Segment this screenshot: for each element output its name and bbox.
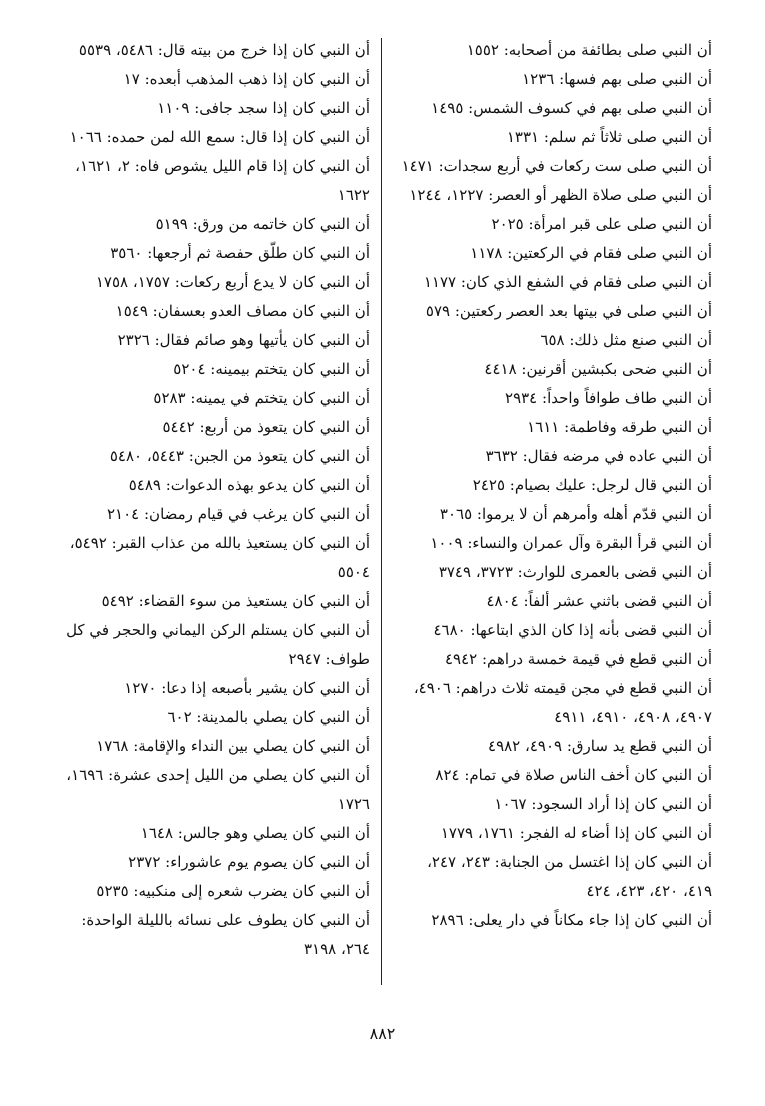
index-entry-text: أن النبي كان يدعو بهذه الدعوات: ٥٤٨٩ bbox=[128, 476, 370, 494]
index-entry-text: أن النبي ضحى بكبشين أقرنين: ٤٤١٨ bbox=[484, 360, 712, 378]
index-entry bbox=[52, 442, 370, 471]
index-entry bbox=[52, 239, 370, 268]
index-entry-text: أن النبي كان يصلي بالمدينة: ٦٠٢ bbox=[167, 708, 370, 726]
index-entry bbox=[394, 326, 712, 355]
index-entry-text: أن النبي كان خاتمه من ورق: ٥١٩٩ bbox=[155, 215, 370, 233]
index-entry-text: أن النبي قدّم أهله وأمرهم أن لا يرموا: ٣٠٦٥ bbox=[439, 505, 712, 523]
index-entry-text: أن النبي كان يستلم الركن اليماني والحجر في كل طواف: ٢٩٤٧ bbox=[66, 621, 370, 668]
index-entry bbox=[52, 703, 370, 732]
index-entry bbox=[52, 819, 370, 848]
index-entry-text: أن النبي كان إذا قال: سمع الله لمن حمده: ١٠٦٦ bbox=[69, 128, 370, 146]
index-entry bbox=[52, 616, 370, 674]
index-entry bbox=[52, 384, 370, 413]
index-entry-text: أن النبي كان يصلي من الليل إحدى عشرة: ١٦٩٦، ١٧٢٦ bbox=[66, 766, 370, 813]
index-entry bbox=[394, 790, 712, 819]
index-entry-text: أن النبي كان يصوم يوم عاشوراء: ٢٣٧٢ bbox=[128, 853, 370, 871]
index-entry bbox=[394, 616, 712, 645]
index-entry-text: أن النبي قطع يد سارق: ٤٩٠٩، ٤٩٨٢ bbox=[488, 737, 712, 755]
index-entry bbox=[394, 848, 712, 906]
index-entry bbox=[394, 384, 712, 413]
index-entry bbox=[394, 36, 712, 65]
index-entry-text: أن النبي عاده في مرضه فقال: ٣٦٣٢ bbox=[485, 447, 712, 465]
index-entry-text: أن النبي كان إذا ذهب المذهب أبعده: ١٧ bbox=[123, 70, 370, 88]
index-entry bbox=[52, 94, 370, 123]
index-entry-text: أن النبي كان إذا خرج من بيته قال: ٥٤٨٦، ٥٥٣٩ bbox=[78, 41, 370, 59]
index-entry bbox=[52, 761, 370, 819]
index-entry bbox=[394, 761, 712, 790]
index-entry bbox=[394, 732, 712, 761]
index-entry bbox=[394, 674, 712, 732]
index-entry-text: أن النبي صلى في بيتها بعد العصر ركعتين: ٥٧٩ bbox=[425, 302, 712, 320]
index-entry bbox=[52, 587, 370, 616]
index-entry bbox=[394, 355, 712, 384]
index-entry bbox=[394, 181, 712, 210]
index-entry bbox=[394, 906, 712, 935]
index-entry bbox=[394, 297, 712, 326]
index-entry-text: أن النبي كان يتعوذ من الجبن: ٥٤٤٣، ٥٤٨٠ bbox=[109, 447, 370, 465]
index-entry-text: أن النبي كان يتختم في يمينه: ٥٢٨٣ bbox=[153, 389, 370, 407]
index-entry-text: أن النبي طرقه وفاطمة: ١٦١١ bbox=[527, 418, 712, 436]
index-entry-text: أن النبي كان إذا قام الليل يشوص فاه: ٢، ١٦٢١، ١٦٢٢ bbox=[75, 157, 370, 204]
index-entry-text: أن النبي صلى بهم في كسوف الشمس: ١٤٩٥ bbox=[431, 99, 712, 117]
index-entry bbox=[394, 442, 712, 471]
index-entry bbox=[394, 587, 712, 616]
index-entry-text: أن النبي كان يصلي بين النداء والإقامة: ١٧٦٨ bbox=[96, 737, 370, 755]
index-entry-text: أن النبي صلى فقام في الركعتين: ١١٧٨ bbox=[470, 244, 712, 262]
index-entry-text: أن النبي كان إذا جاء مكاناً في دار يعلى: ٢٨٩٦ bbox=[431, 911, 712, 929]
index-entry bbox=[52, 413, 370, 442]
index-column-right bbox=[394, 36, 712, 935]
index-entry bbox=[394, 239, 712, 268]
index-entry-text: أن النبي صنع مثل ذلك: ٦٥٨ bbox=[540, 331, 712, 349]
page-number: ٨٨٢ bbox=[369, 1024, 396, 1043]
index-entry-text: أن النبي صلى صلاة الظهر أو العصر: ١٢٢٧، ١٢٤٤ bbox=[409, 186, 712, 204]
index-entry bbox=[394, 65, 712, 94]
index-entry bbox=[52, 123, 370, 152]
index-entry-text: أن النبي كان يستعيذ من سوء القضاء: ٥٤٩٢ bbox=[101, 592, 370, 610]
index-entry-text: أن النبي صلى على قبر امرأة: ٢٠٢٥ bbox=[491, 215, 712, 233]
index-entry bbox=[394, 471, 712, 500]
index-entry-text: أن النبي كان لا يدع أربع ركعات: ١٧٥٧، ١٧٥٨ bbox=[95, 273, 370, 291]
index-entry bbox=[52, 877, 370, 906]
index-entry-text: أن النبي كان يستعيذ بالله من عذاب القبر: ٥٤٩٢، ٥٥٠٤ bbox=[69, 534, 370, 581]
index-entry-text: أن النبي كان يرغب في قيام رمضان: ٢١٠٤ bbox=[107, 505, 370, 523]
index-entry-text: أن النبي كان يتختم بيمينه: ٥٢٠٤ bbox=[173, 360, 370, 378]
index-entry-text: أن النبي كان إذا أراد السجود: ١٠٦٧ bbox=[494, 795, 712, 813]
index-entry bbox=[394, 94, 712, 123]
index-entry bbox=[394, 500, 712, 529]
index-entry bbox=[52, 36, 370, 65]
column-divider bbox=[381, 38, 382, 985]
index-entry bbox=[52, 529, 370, 587]
index-entry bbox=[52, 355, 370, 384]
index-entry-text: أن النبي صلى ست ركعات في أربع سجدات: ١٤٧١ bbox=[401, 157, 712, 175]
index-entry bbox=[52, 471, 370, 500]
index-entry bbox=[52, 297, 370, 326]
index-entry-text: أن النبي قال لرجل: عليك بصيام: ٢٤٢٥ bbox=[472, 476, 712, 494]
index-entry bbox=[52, 848, 370, 877]
index-entry-text: أن النبي طاف طوافاً واحداً: ٢٩٣٤ bbox=[505, 389, 712, 407]
index-entry bbox=[394, 819, 712, 848]
index-entry-text: أن النبي قطع في مجن قيمته ثلاث دراهم: ٤٩٠٦، ٤٩٠٧، ٤٩٠٨، ٤٩١٠، ٤٩١١ bbox=[413, 679, 712, 726]
index-entry bbox=[52, 906, 370, 964]
index-entry-text: أن النبي قطع في قيمة خمسة دراهم: ٤٩٤٢ bbox=[444, 650, 712, 668]
index-entry bbox=[394, 210, 712, 239]
index-entry-text: أن النبي صلى فقام في الشفع الذي كان: ١١٧٧ bbox=[423, 273, 712, 291]
index-entry bbox=[394, 645, 712, 674]
index-entry-text: أن النبي كان إذا اغتسل من الجنابة: ٢٤٣، ٢٤٧، ٤١٩، ٤٢٠، ٤٢٣، ٤٢٤ bbox=[427, 853, 712, 900]
index-entry-text: أن النبي كان يأتيها وهو صائم فقال: ٢٣٢٦ bbox=[117, 331, 370, 349]
index-entry bbox=[394, 558, 712, 587]
index-entry-text: أن النبي كان مصاف العدو بعسفان: ١٥٤٩ bbox=[115, 302, 370, 320]
index-entry bbox=[52, 65, 370, 94]
index-entry bbox=[52, 326, 370, 355]
index-entry bbox=[394, 123, 712, 152]
index-entry-text: أن النبي كان أخف الناس صلاة في تمام: ٨٢٤ bbox=[435, 766, 712, 784]
index-entry-text: أن النبي صلى بطائفة من أصحابه: ١٥٥٢ bbox=[466, 41, 712, 59]
index-entry-text: أن النبي كان يضرب شعره إلى منكبيه: ٥٢٣٥ bbox=[96, 882, 370, 900]
index-entry bbox=[52, 732, 370, 761]
index-entry bbox=[394, 413, 712, 442]
index-entry-text: أن النبي كان يتعوذ من أربع: ٥٤٤٢ bbox=[162, 418, 370, 436]
index-entry bbox=[394, 268, 712, 297]
index-entry-text: أن النبي قضى بالعمرى للوارث: ٣٧٢٣، ٣٧٤٩ bbox=[438, 563, 712, 581]
index-entry-text: أن النبي كان إذا أضاء له الفجر: ١٧٦١، ١٧٧٩ bbox=[440, 824, 712, 842]
index-entry bbox=[52, 500, 370, 529]
index-entry-text: أن النبي كان يصلي وهو جالس: ١٦٤٨ bbox=[140, 824, 370, 842]
index-entry bbox=[52, 268, 370, 297]
index-entry-text: أن النبي كان طلّق حفصة ثم أرجعها: ٣٥٦٠ bbox=[110, 244, 370, 262]
index-entry bbox=[52, 674, 370, 703]
index-entry-text: أن النبي كان إذا سجد جافى: ١١٠٩ bbox=[157, 99, 370, 117]
index-entry bbox=[52, 210, 370, 239]
index-column-left bbox=[52, 36, 370, 964]
index-entry-text: أن النبي صلى ثلاثاً ثم سلم: ١٣٣١ bbox=[506, 128, 712, 146]
index-entry-text: أن النبي صلى بهم فسها: ١٢٣٦ bbox=[522, 70, 712, 88]
index-entry-text: أن النبي كان يشير بأصبعه إذا دعا: ١٢٧٠ bbox=[124, 679, 370, 697]
index-entry-text: أن النبي قرأ البقرة وآل عمران والنساء: ١٠٠٩ bbox=[430, 534, 712, 552]
index-entry bbox=[394, 529, 712, 558]
index-entry-text: أن النبي كان يطوف على نسائه بالليلة الواحدة: ٢٦٤، ٣١٩٨ bbox=[81, 911, 370, 958]
index-entry bbox=[52, 152, 370, 210]
index-entry bbox=[394, 152, 712, 181]
index-entry-text: أن النبي قضى باثني عشر ألفاً: ٤٨٠٤ bbox=[486, 592, 712, 610]
index-entry-text: أن النبي قضى بأنه إذا كان الذي ابتاعها: ٤٦٨٠ bbox=[433, 621, 712, 639]
